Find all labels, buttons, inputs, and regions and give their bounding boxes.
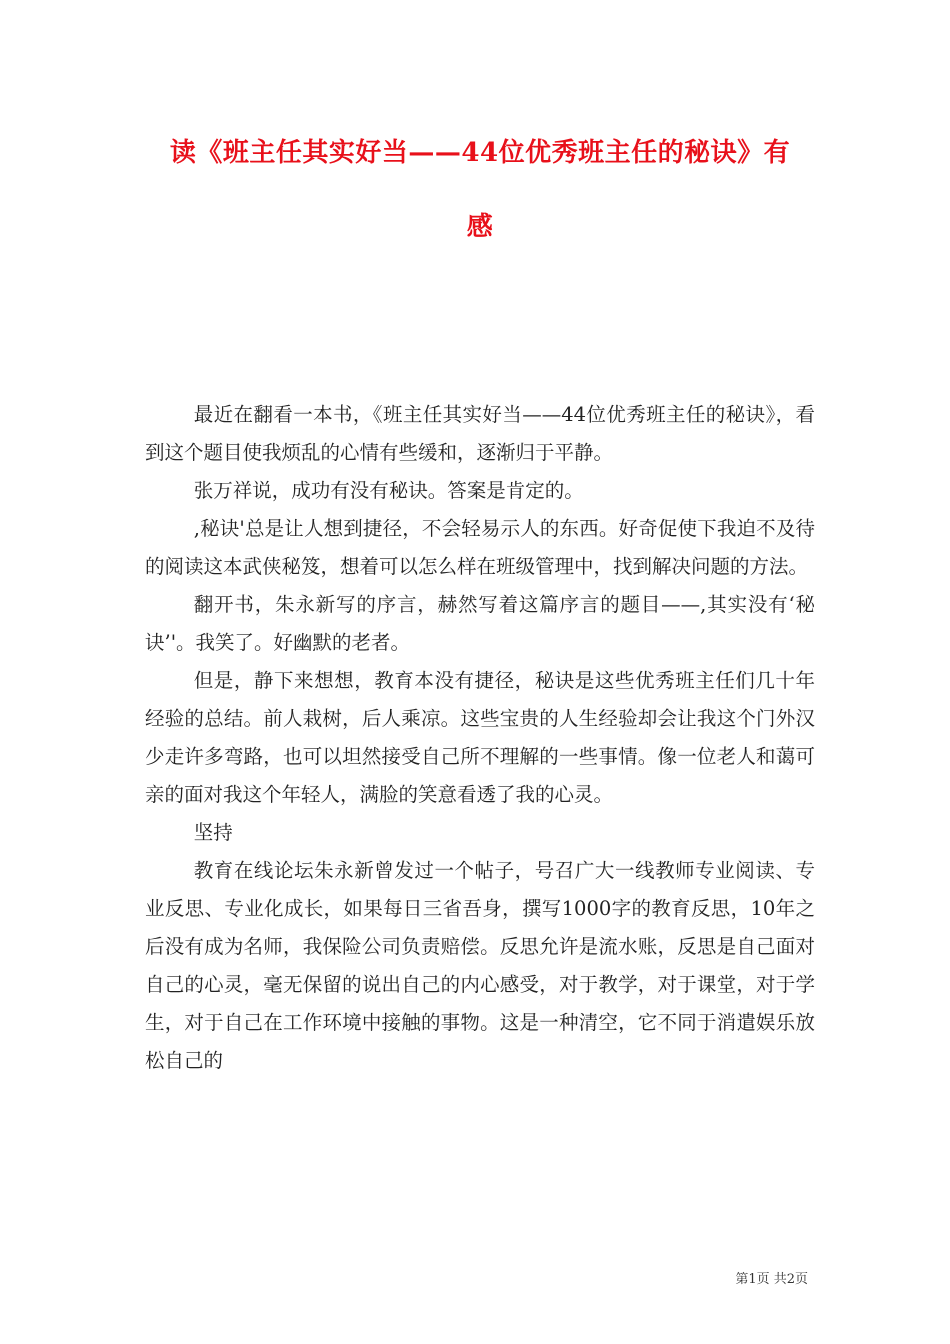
- paragraph-5: 但是，静下来想想，教育本没有捷径，秘诀是这些优秀班主任们几十年经验的总结。前人栽树，后人乘凉。这些宝贵的人生经验却会让我这个门外汉少走许多弯路，也可以坦然接受自己所不理解的一些事情。像一位老人和蔼可亲的面对我这个年轻人，满脸的笑意看透了我的心灵。: [145, 669, 815, 806]
- paragraph-2: 张万祥说，成功有没有秘诀。答案是肯定的。: [193, 479, 584, 502]
- document-title-line-2: 感: [466, 212, 494, 242]
- document-body: [145, 396, 815, 1080]
- paragraph-3: ,秘诀'总是让人想到捷径，不会轻易示人的东西。好奇促使下我迫不及待的阅读这本武侠秘笈，想着可以怎么样在班级管理中，找到解决问题的方法。: [145, 517, 815, 578]
- section-heading-persist: 坚持: [193, 821, 233, 844]
- paragraph-1: 最近在翻看一本书，《班主任其实好当——44位优秀班主任的秘诀》，看到这个题目使我烦乱的心情有些缓和，逐渐归于平静。: [145, 403, 815, 464]
- document-title-line-1: 读《班主任其实好当——44位优秀班主任的秘诀》有: [169, 138, 791, 168]
- paragraph-4: 翻开书，朱永新写的序言，赫然写着这篇序言的题目——,其实没有‘秘诀’'。我笑了。好幽默的老者。: [145, 593, 815, 654]
- page-number-footer: 第1页 共2页: [735, 1272, 808, 1287]
- paragraph-6: 教育在线论坛朱永新曾发过一个帖子，号召广大一线教师专业阅读、专业反思、专业化成长，如果每日三省吾身，撰写1000字的教育反思，10年之后没有成为名师，我保险公司负责赔偿。反思允许是流水账，反思是自己面对自己的心灵，毫无保留的说出自己的内心感受，对于教学，对于课堂，对于学生，对于自己在工作环境中接触的事物。这是一种清空，它不同于消遣娱乐放松自己的: [145, 859, 815, 1072]
